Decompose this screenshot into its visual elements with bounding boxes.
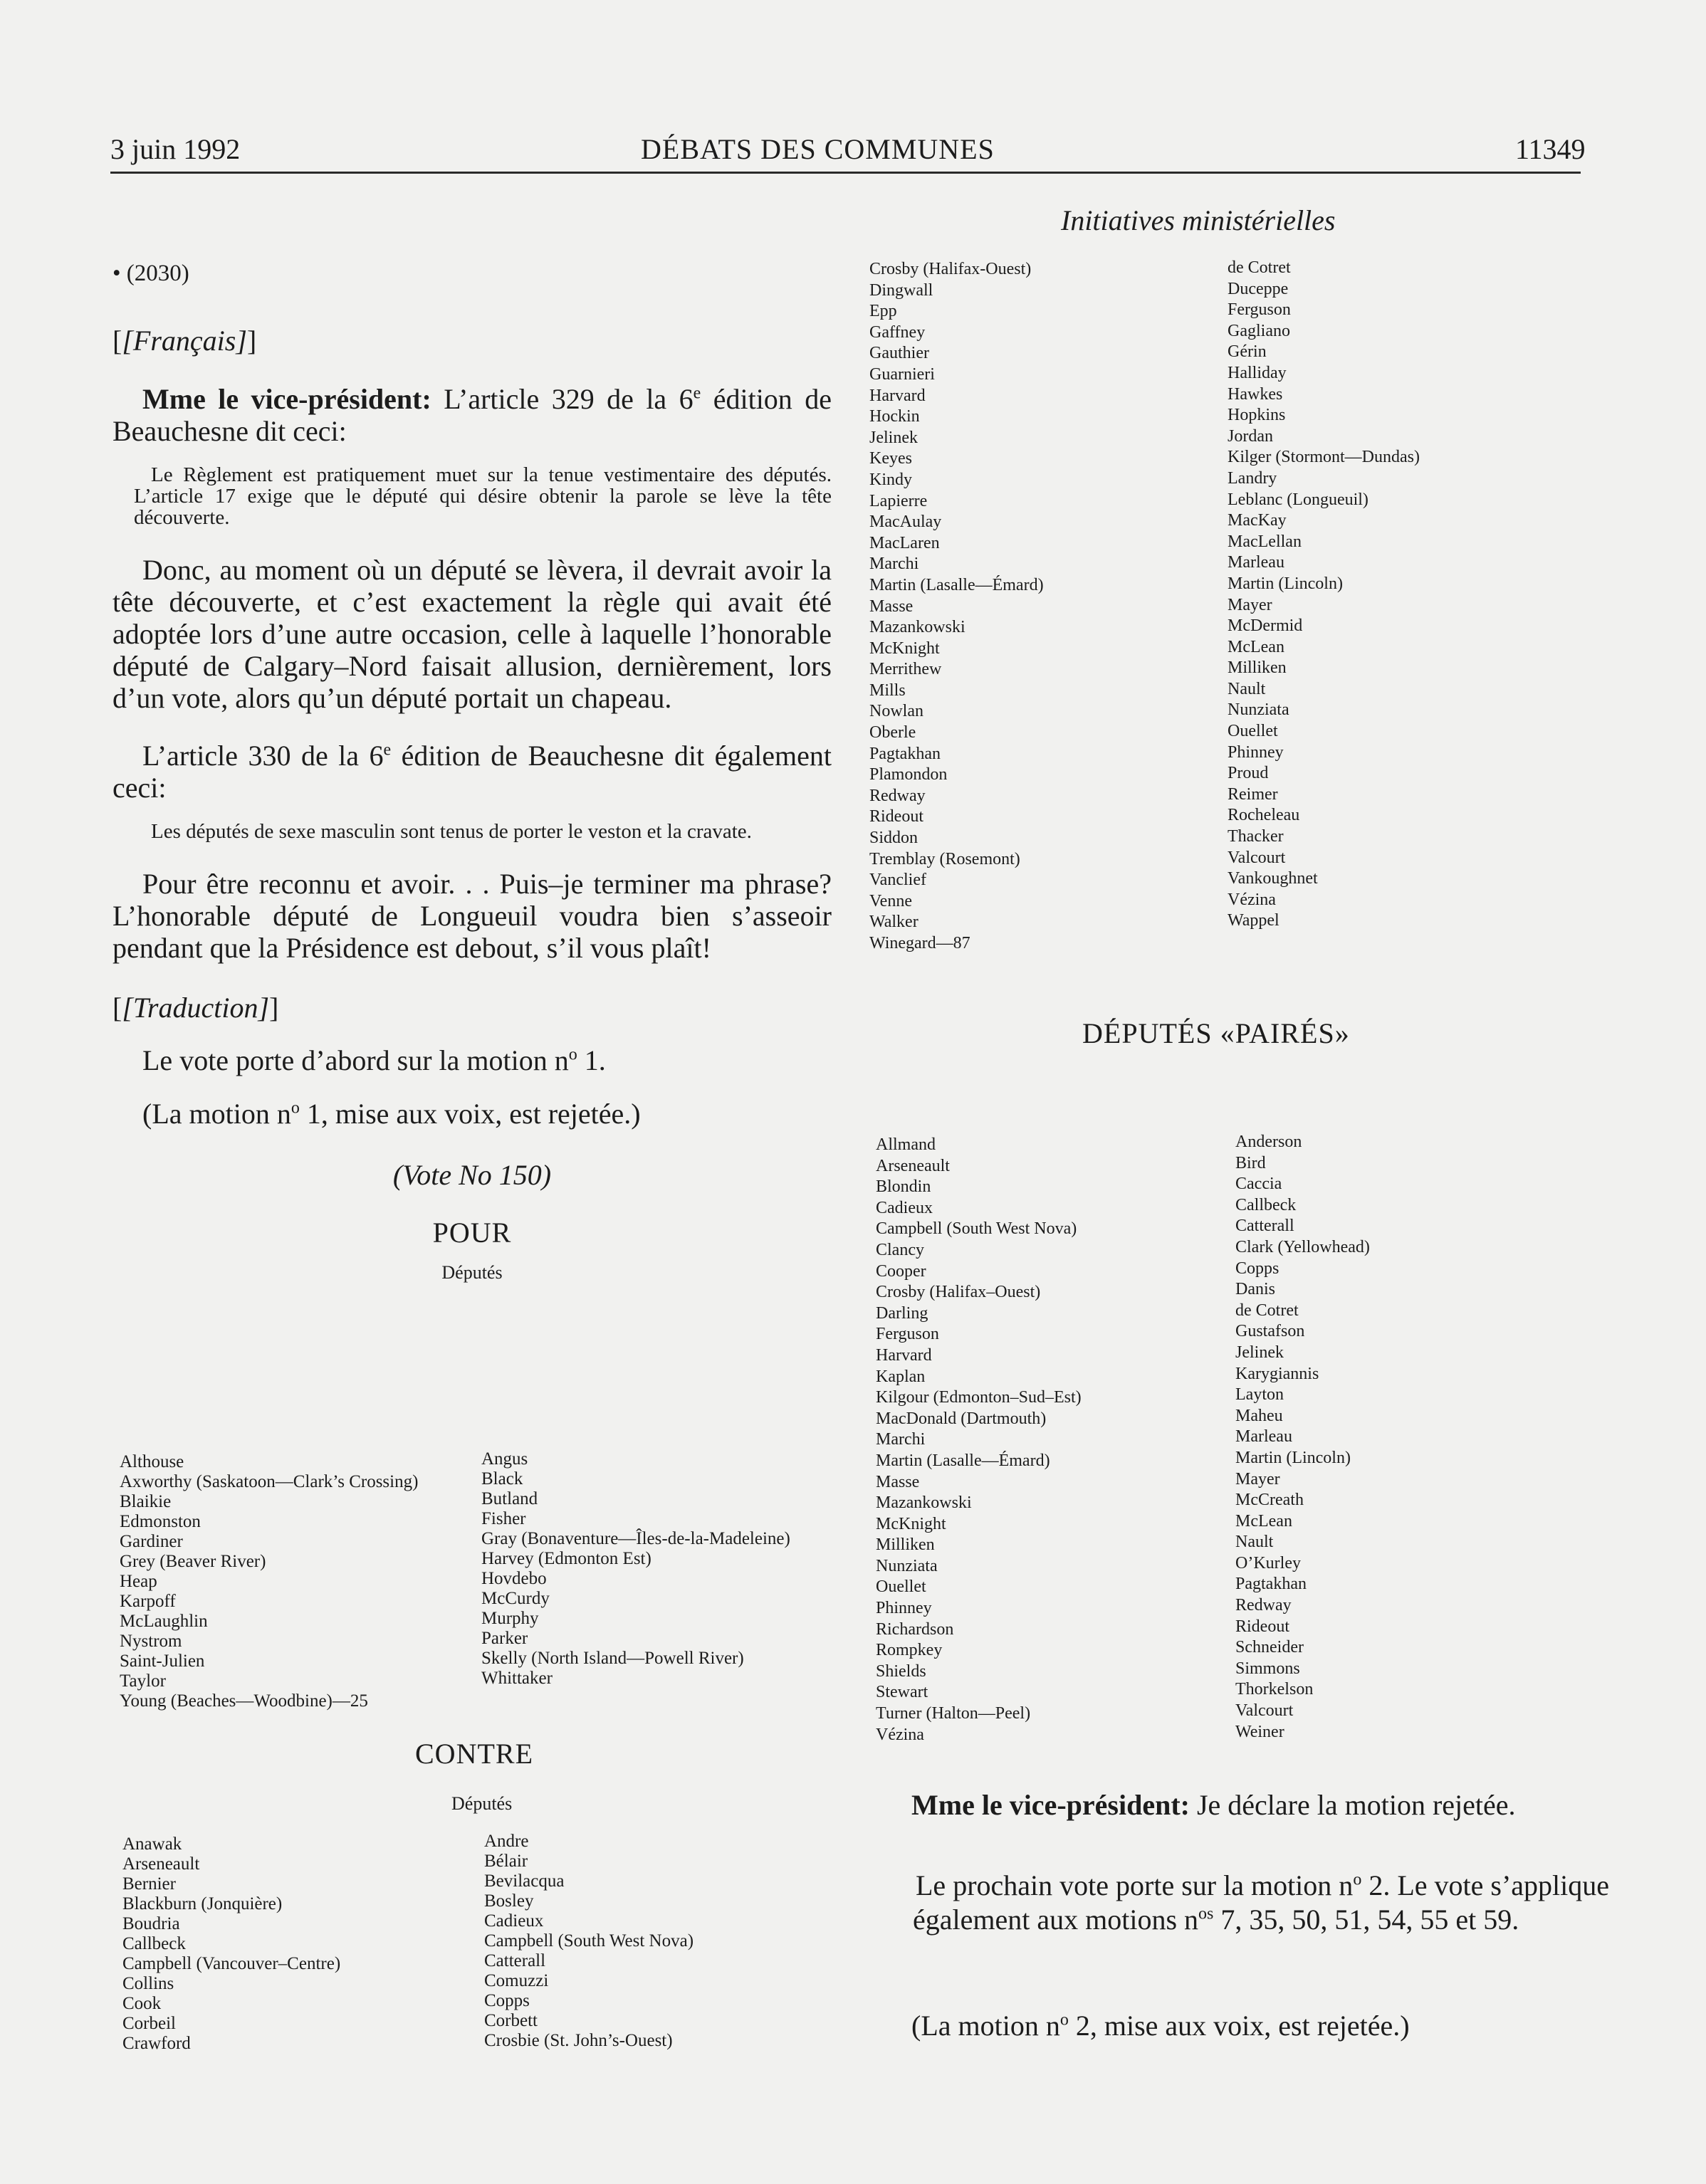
member-name: Vézina (1228, 890, 1276, 909)
speaker-name: Mme le vice-président: (142, 383, 431, 415)
member-name: Guarnieri (869, 364, 935, 384)
member-name: Kilger (Stormont—Dundas) (1228, 448, 1420, 467)
paragraph-2: Donc, au moment où un député se lèvera, il devrait avoir la tête découverte, et c’est exactement la règle qui avait été adoptée lors d’une autre occasion, celle à laquelle l’honorable député de Calgary–Nord faisait allusion, dernièrement, lors d’un vote, alors qu’un député portait un chapeau. (112, 554, 832, 714)
member-name: Lapierre (869, 491, 928, 510)
member-name: Corbeil (122, 2014, 176, 2033)
member-name: Allmand (876, 1135, 936, 1154)
member-name: Martin (Lasalle—Émard) (876, 1451, 1050, 1470)
next-vote-paragraph (911, 1869, 1609, 1937)
member-name: Blondin (876, 1177, 931, 1197)
result-text-a: (La motion n (911, 2010, 1060, 2042)
member-name: Boudria (122, 1914, 180, 1933)
member-name: Fisher (481, 1509, 526, 1528)
member-name: Rideout (869, 807, 923, 826)
member-name: Epp (869, 302, 897, 321)
member-name: McCurdy (481, 1589, 550, 1608)
member-name: McKnight (869, 639, 940, 658)
member-name: Marchi (876, 1430, 926, 1449)
member-name: Stewart (876, 1683, 928, 1702)
member-name: Bernier (122, 1874, 176, 1894)
member-name: Copps (1235, 1259, 1280, 1278)
member-name: Halliday (1228, 363, 1287, 382)
member-name: Arseneault (122, 1854, 200, 1874)
quote-2: Les députés de sexe masculin sont tenus de porter le veston et la cravate. (151, 820, 752, 843)
member-name: Winegard—87 (869, 934, 970, 952)
member-name: Nunziata (876, 1556, 938, 1575)
member-name: Catterall (484, 1951, 546, 1970)
member-name: Simmons (1235, 1659, 1300, 1678)
member-name: de Cotret (1235, 1301, 1299, 1320)
member-name: Anderson (1235, 1133, 1302, 1151)
next-text-b: 2. Le vote s’applique également aux motions n (913, 1869, 1609, 1936)
member-name: de Cotret (1228, 258, 1291, 277)
member-name: Phinney (1228, 742, 1284, 762)
member-name: Campbell (Vancouver–Centre) (122, 1954, 341, 1973)
member-name: Danis (1235, 1280, 1275, 1299)
contre-list-col3 (869, 259, 1044, 955)
member-name: Redway (869, 786, 926, 805)
member-name: Vankoughnet (1228, 869, 1318, 888)
member-name: Gardiner (120, 1532, 183, 1551)
member-name: Gaffney (869, 322, 926, 342)
member-name: Nowlan (869, 702, 923, 721)
member-name: Jelinek (869, 428, 918, 447)
member-name: Redway (1235, 1596, 1292, 1615)
pour-deputes-label: Députés (441, 1262, 503, 1283)
member-name: Gray (Bonaventure—Îles-de-la-Madeleine) (481, 1529, 790, 1548)
next-sup-2: os (1198, 1904, 1214, 1923)
member-name: Valcourt (1228, 848, 1286, 867)
member-name: Black (481, 1469, 523, 1489)
member-name: Karygiannis (1235, 1364, 1319, 1383)
pour-list-col1 (120, 1452, 418, 1711)
member-name: Dingwall (869, 280, 933, 300)
member-name: Oberle (869, 723, 916, 742)
contre-list-col1 (122, 1834, 340, 2054)
member-name: Kaplan (876, 1367, 926, 1386)
member-name: Martin (Lasalle—Émard) (869, 575, 1044, 594)
member-name: Crosby (Halifax-Ouest) (869, 260, 1032, 278)
member-name: Jelinek (1235, 1343, 1284, 1362)
member-name: Marleau (1228, 553, 1284, 572)
member-name: Venne (869, 891, 912, 910)
member-name: Nault (1235, 1533, 1274, 1552)
header-title: DÉBATS DES COMMUNES (641, 133, 995, 165)
member-name: Nystrom (120, 1632, 182, 1651)
p6-text-a: (La motion n (142, 1098, 291, 1130)
member-name: Skelly (North Island—Powell River) (481, 1649, 744, 1668)
member-name: McLaughlin (120, 1612, 208, 1631)
member-name: McDermid (1228, 616, 1303, 636)
member-name: Crawford (122, 2034, 191, 2053)
member-name: Edmonston (120, 1512, 201, 1531)
pour-heading: POUR (432, 1217, 512, 1249)
member-name: Althouse (120, 1452, 184, 1471)
p3-sup: e (383, 740, 392, 760)
member-name: Merrithew (869, 660, 942, 679)
member-name: Vézina (876, 1725, 924, 1744)
member-name: MacKay (1228, 511, 1287, 530)
left-column (112, 261, 832, 1283)
p1-text-b: édition de Beauchesne dit ceci: (112, 383, 832, 447)
member-name: Karpoff (120, 1592, 176, 1611)
member-name: McLean (1228, 637, 1284, 656)
member-name: Mazankowski (869, 618, 965, 637)
language-tag: [[Français]] (112, 325, 257, 357)
member-name: Nault (1228, 679, 1266, 698)
contre-list-col2 (484, 1832, 694, 2051)
member-name: Valcourt (1235, 1701, 1294, 1721)
member-name: Mayer (1228, 595, 1272, 614)
member-name: Bevilacqua (484, 1871, 565, 1891)
p6-sup: o (291, 1098, 300, 1118)
member-name: Collins (122, 1974, 174, 1993)
p5-text-a: Le vote porte d’abord sur la motion n (142, 1044, 569, 1076)
member-name: Gérin (1228, 342, 1267, 362)
member-name: Campbell (South West Nova) (484, 1931, 694, 1951)
member-name: Whittaker (481, 1669, 553, 1688)
member-name: Weiner (1235, 1722, 1284, 1741)
quote-1: Le Règlement est pratiquement muet sur la tenue vestimentaire des députés. L’article 17 exige que le député qui désire obtenir la parole se lève la tête découverte. (134, 463, 832, 529)
member-name: Callbeck (122, 1934, 186, 1953)
member-name: Comuzzi (484, 1971, 549, 1990)
paired-list-col1 (876, 1135, 1082, 1745)
member-name: Martin (Lincoln) (1228, 574, 1343, 593)
member-name: Copps (484, 1991, 530, 2010)
member-name: Rompkey (876, 1641, 943, 1660)
page-number: 11349 (1515, 133, 1586, 165)
paired-heading: DÉPUTÉS «PAIRÉS» (1082, 1017, 1350, 1049)
paragraph-5 (112, 1044, 832, 1076)
member-name: Angus (481, 1449, 528, 1469)
header-date: 3 juin 1992 (110, 133, 241, 165)
member-name: Mills (869, 681, 906, 700)
member-name: McLean (1235, 1511, 1292, 1531)
member-name: Mayer (1235, 1469, 1280, 1489)
member-name: McCreath (1235, 1491, 1304, 1510)
member-name: Phinney (876, 1599, 932, 1618)
member-name: Blackburn (Jonquière) (122, 1894, 283, 1913)
member-name: McKnight (876, 1514, 946, 1533)
p5-text-b: 1. (577, 1044, 606, 1076)
member-name: Andre (484, 1832, 529, 1851)
member-name: Callbeck (1235, 1195, 1297, 1214)
member-name: Gauthier (869, 344, 929, 363)
vote-number: (Vote No 150) (392, 1159, 552, 1191)
result-text-b: 2, mise aux voix, est rejetée.) (1068, 2010, 1410, 2042)
member-name: Cook (122, 1994, 162, 2013)
member-name: Masse (869, 597, 914, 616)
p1-sup: e (693, 384, 701, 403)
member-name: Shields (876, 1661, 926, 1681)
member-name: Cadieux (484, 1911, 544, 1931)
member-name: Butland (481, 1489, 538, 1508)
member-name: Hockin (869, 407, 920, 426)
member-name: MacLellan (1228, 532, 1302, 551)
result-paragraph (911, 2009, 1609, 2043)
member-name: Saint-Julien (120, 1652, 205, 1671)
member-name: Bosley (484, 1891, 534, 1911)
member-name: Marchi (869, 555, 919, 574)
member-name: MacLaren (869, 533, 940, 552)
member-name: Masse (876, 1472, 920, 1491)
member-name: Clancy (876, 1240, 924, 1259)
language-tag-text: [Français] (122, 325, 247, 357)
declaration-text: Je déclare la motion rejetée. (1189, 1789, 1516, 1821)
member-name: Gagliano (1228, 321, 1290, 340)
member-name: Clark (Yellowhead) (1235, 1237, 1370, 1256)
paired-list-col2 (1235, 1132, 1370, 1743)
paragraph-1 (112, 383, 832, 447)
member-name: Wappel (1228, 911, 1280, 930)
member-name: Walker (869, 913, 919, 932)
member-name: Crosbie (St. John’s-Ouest) (484, 2031, 673, 2050)
member-name: Ferguson (1228, 300, 1291, 320)
member-name: Heap (120, 1572, 157, 1591)
member-name: Thorkelson (1235, 1680, 1314, 1699)
paragraph-4: Pour être reconnu et avoir. . . Puis–je terminer ma phrase? L’honorable député de Longueuil voudra bien s’asseoir pendant que la Présidence est debout, s’il vous plaît! (112, 868, 832, 964)
member-name: Plamondon (869, 765, 948, 784)
result-sup: o (1059, 2010, 1069, 2030)
member-name: MacAulay (869, 513, 942, 532)
member-name: Schneider (1235, 1638, 1304, 1657)
speaker-name-2: Mme le vice-président: (911, 1789, 1190, 1821)
member-name: Ouellet (1228, 722, 1278, 741)
member-name: Turner (Halton—Peel) (876, 1704, 1031, 1723)
member-name: Axworthy (Saskatoon—Clark’s Crossing) (120, 1472, 419, 1491)
member-name: Kilgour (Edmonton–Sud–Est) (876, 1388, 1082, 1407)
member-name: O’Kurley (1235, 1553, 1301, 1573)
member-name: Cooper (876, 1261, 926, 1281)
member-name: Nunziata (1228, 700, 1289, 720)
contre-list-col4 (1228, 258, 1420, 932)
member-name: Rideout (1235, 1617, 1289, 1636)
paragraph-3 (112, 740, 832, 804)
member-name: Parker (481, 1629, 528, 1648)
member-name: Corbett (484, 2011, 538, 2030)
paragraph-6 (112, 1098, 832, 1130)
next-text-a: Le prochain vote porte sur la motion n (916, 1869, 1354, 1901)
member-name: Landry (1228, 468, 1277, 488)
member-name: Siddon (869, 829, 919, 848)
member-name: Hawkes (1228, 384, 1283, 404)
member-name: Bélair (484, 1852, 528, 1871)
header-rule (110, 172, 1581, 174)
contre-heading: CONTRE (415, 1738, 533, 1770)
member-name: Anawak (122, 1834, 182, 1854)
p3-text-a: L’article 330 de la 6 (142, 740, 384, 772)
member-name: Bird (1235, 1153, 1266, 1172)
member-name: Milliken (876, 1535, 935, 1555)
member-name: Layton (1235, 1385, 1284, 1405)
member-name: Hopkins (1228, 406, 1286, 425)
member-name: Duceppe (1228, 279, 1289, 298)
member-name: Vanclief (869, 871, 926, 890)
pour-list-col2 (481, 1449, 790, 1689)
member-name: Taylor (120, 1671, 166, 1691)
member-name: Ouellet (876, 1577, 926, 1597)
p3-text-b: édition de Beauchesne dit également ceci: (112, 740, 832, 804)
member-name: Thacker (1228, 827, 1284, 846)
language-tag-2-text: [Traduction] (122, 992, 270, 1024)
member-name: Rocheleau (1228, 806, 1300, 825)
member-name: Murphy (481, 1609, 539, 1628)
member-name: Cadieux (876, 1198, 933, 1217)
member-name: Crosby (Halifax–Ouest) (876, 1283, 1041, 1302)
member-name: Martin (Lincoln) (1235, 1448, 1351, 1467)
member-name: Jordan (1228, 426, 1273, 446)
member-name: Reimer (1228, 784, 1278, 804)
member-name: Catterall (1235, 1217, 1294, 1236)
member-name: Harvey (Edmonton Est) (481, 1549, 651, 1568)
member-name: Arseneault (876, 1156, 950, 1175)
member-name: Harvard (876, 1345, 932, 1365)
p6-text-b: 1, mise aux voix, est rejetée.) (299, 1098, 641, 1130)
member-name: Mazankowski (876, 1493, 972, 1513)
member-name: Keyes (869, 449, 912, 468)
member-name: Ferguson (876, 1325, 939, 1344)
member-name: MacDonald (Dartmouth) (876, 1409, 1047, 1428)
member-name: Tremblay (Rosemont) (869, 849, 1020, 868)
member-name: Blaikie (120, 1492, 172, 1511)
member-name: Proud (1228, 764, 1269, 783)
member-name: Milliken (1228, 658, 1287, 678)
time-marker: • (2030) (112, 261, 189, 286)
member-name: Maheu (1235, 1406, 1283, 1425)
member-name: Kindy (869, 470, 912, 489)
member-name: Campbell (South West Nova) (876, 1219, 1077, 1239)
p5-sup: o (568, 1045, 577, 1064)
member-name: Hovdebo (481, 1569, 547, 1588)
declaration (911, 1788, 1609, 1822)
section-title: Initiatives ministérielles (1061, 204, 1336, 236)
member-name: Marleau (1235, 1427, 1292, 1447)
contre-deputes-label: Députés (451, 1793, 513, 1814)
member-name: Harvard (869, 386, 926, 405)
next-text-c: 7, 35, 50, 51, 54, 55 et 59. (1213, 1904, 1519, 1936)
member-name: Pagtakhan (1235, 1575, 1307, 1594)
next-sup-1: o (1353, 1870, 1362, 1889)
language-tag-2: [[Traduction]] (112, 992, 279, 1024)
member-name: Grey (Beaver River) (120, 1552, 266, 1571)
member-name: Darling (876, 1303, 928, 1323)
member-name: Caccia (1235, 1175, 1282, 1194)
member-name: Pagtakhan (869, 744, 941, 763)
member-name: Young (Beaches—Woodbine)—25 (120, 1691, 368, 1711)
p1-text-a: L’article 329 de la 6 (431, 383, 694, 415)
member-name: Gustafson (1235, 1322, 1305, 1341)
member-name: Richardson (876, 1619, 954, 1639)
member-name: Leblanc (Longueuil) (1228, 490, 1369, 509)
